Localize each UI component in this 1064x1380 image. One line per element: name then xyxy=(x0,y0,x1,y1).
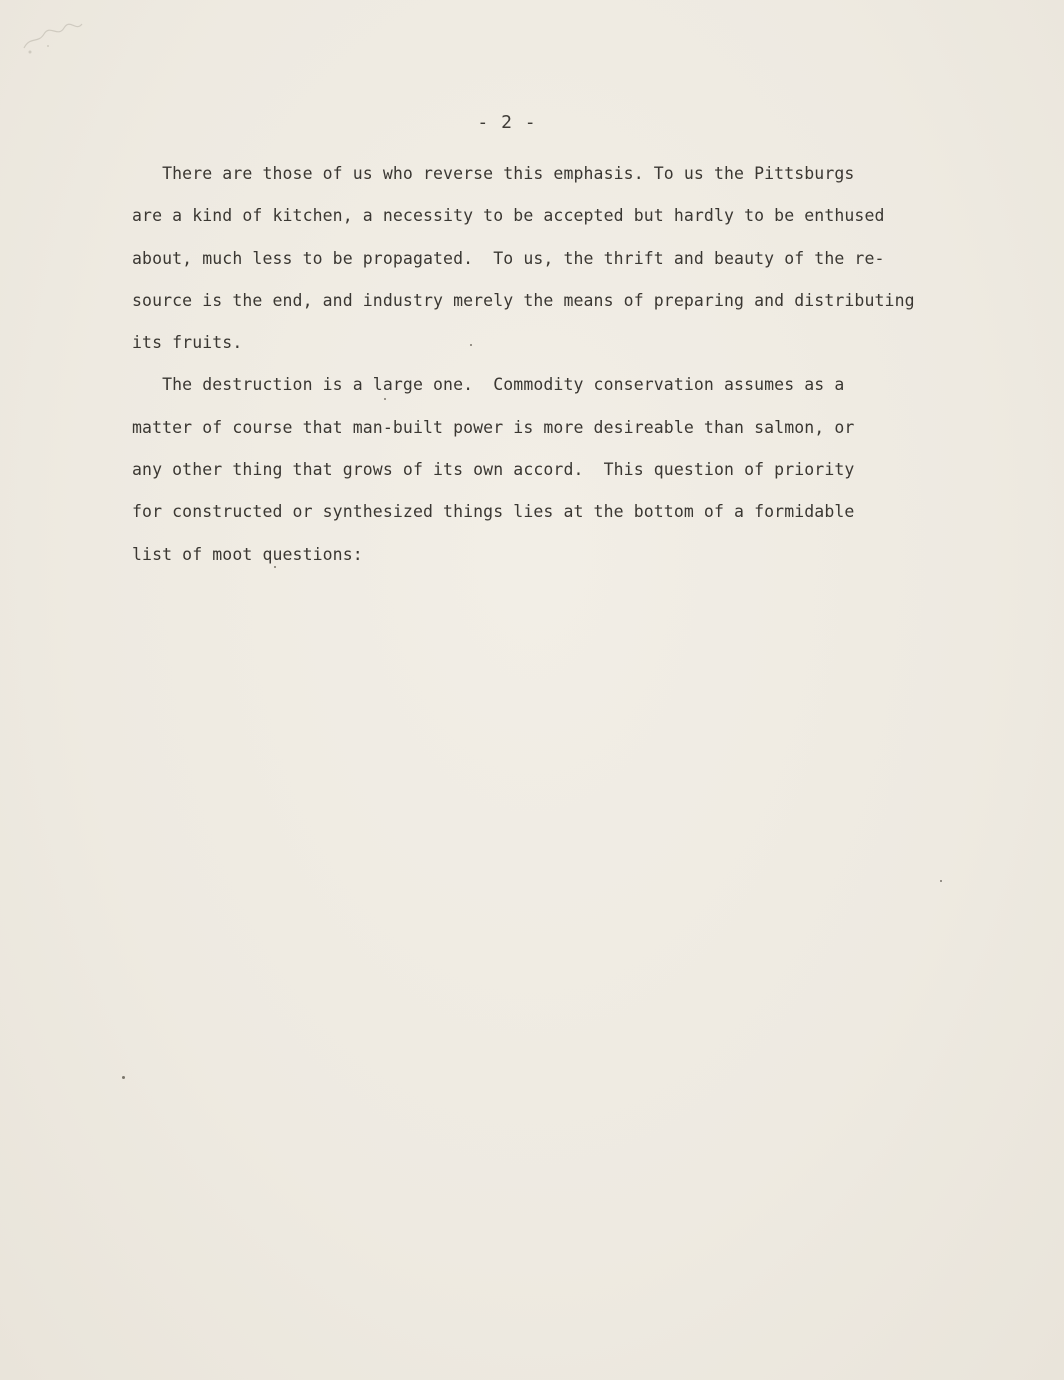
text-line: list of moot questions: xyxy=(132,544,363,564)
text-line: for constructed or synthesized things lies at the bottom of a formidable xyxy=(132,502,855,522)
paragraph-1 xyxy=(132,153,992,364)
paper-speck xyxy=(274,566,276,568)
text-line: any other thing that grows of its own accord. This question of priority xyxy=(132,460,855,480)
text-line: There are those of us who reverse this emphasis. To us the Pittsburgs xyxy=(132,164,855,183)
text-line: The destruction is a large one. Commodity conservation assumes as a xyxy=(132,375,845,395)
text-line: source is the end, and industry merely the means of preparing and distributing xyxy=(132,290,915,310)
paper-speck xyxy=(940,880,942,882)
text-line: are a kind of kitchen, a necessity to be accepted but hardly to be enthused xyxy=(132,206,885,226)
paper-speck xyxy=(470,344,472,346)
paragraph-2 xyxy=(132,364,992,575)
paper-blemish-mark xyxy=(18,18,88,58)
text-line: matter of course that man-built power is more desireable than salmon, or xyxy=(132,417,855,437)
body-text xyxy=(132,153,992,576)
text-line: its fruits. xyxy=(132,333,243,353)
paper-speck xyxy=(384,398,386,400)
page-number: - 2 - xyxy=(477,112,537,133)
paper-speck xyxy=(122,1076,125,1079)
text-line: about, much less to be propagated. To us, the thrift and beauty of the re- xyxy=(132,248,885,268)
